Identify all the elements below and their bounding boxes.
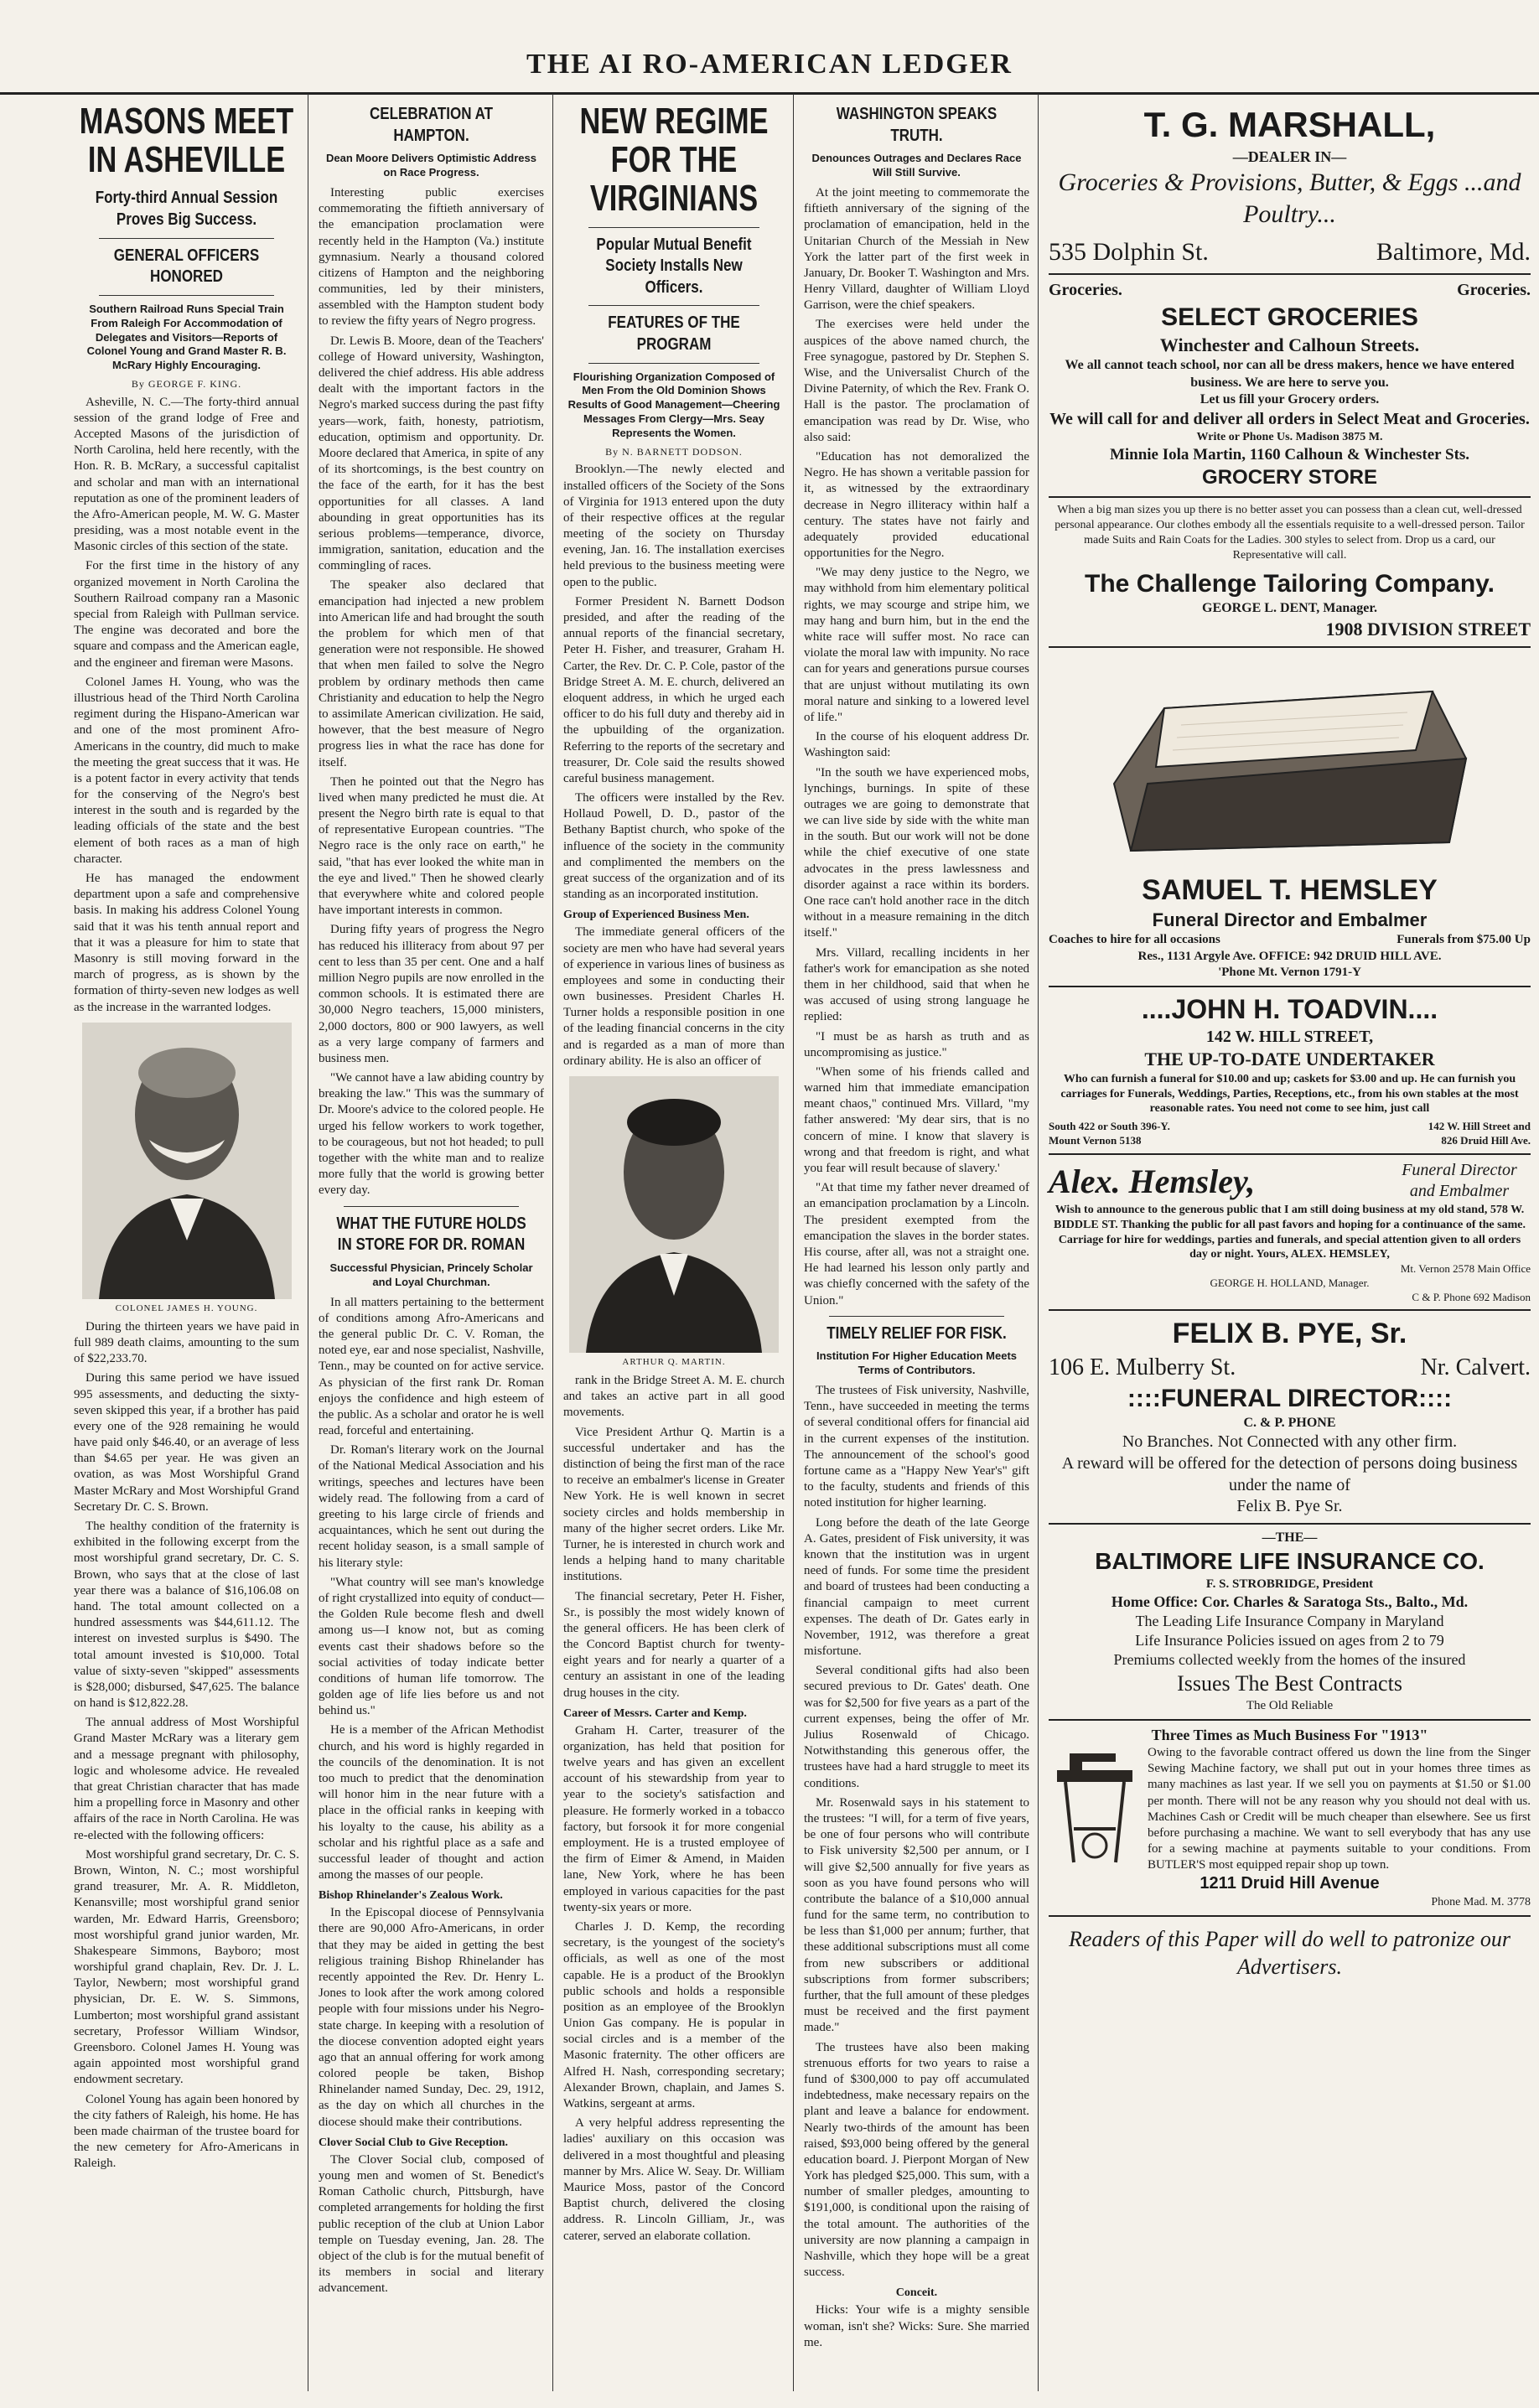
ad-tailoring-name: The Challenge Tailoring Company. [1085,569,1495,598]
paragraph: He is a member of the African Methodist church, and his word is highly regarded in the councils of the denomination. It is not too much to predict that the denomination will honor him in the near future with a place in the official ranks in keeping with his loyalty to the cause, his ability as a scholar and his rightful place as a safe and successful leader of thought and action among the masses of our people. [319,1723,544,1882]
ad-hemsley [1049,648,1531,987]
paragraph: Dr. Lewis B. Moore, dean of the Teachers' college of Howard university, Washington, delivered the chief address. His able address dealt with the important factors in the Negro's marked success during the past fifty years—work, faith, honesty, patriotism, education, optimism and opportunity. Dr. Moore declared that America, in spite of any of its shortcomings, is the best country on the face of the earth, for it has the best opportunities for all classes. A land abounding in great opportunities has its serious problems—temperance, divorce, immigration, sanitation, education and the commingling of races. [319,334,544,573]
ad-grocery-l3: We will call for and deliver all orders in Select Meat and Groceries. [1049,409,1530,428]
paragraph: The speaker also declared that emancipation had injected a new problem into American life and had brought the south the problem for which men of that generation were not responsible. He showed that when men failed to solve the Negro problem by ordinary methods then came Christianity and education to help the Negro to assimilate American civilization. He said, however, that the best measure of Negro progress lies in what the race has done for itself. [319,578,544,769]
ad-hemsley-name: SAMUEL T. HEMSLEY [1142,873,1438,906]
ad-marshall-line: Groceries & Provisions, Butter, & Eggs ...and Poultry... [1058,168,1521,229]
subhead-officers: GENERAL OFFICERS HONORED [113,246,260,287]
ad-grocery-phone: Write or Phone Us. Madison 3875 M. [1196,431,1383,444]
subhead-society: Popular Mutual Benefit Society Installs New Officers. [596,235,752,297]
headline-hampton: CELEBRATION AT HAMPTON. [369,105,493,145]
divider [829,1316,1004,1317]
paragraph: Most worshipful grand secretary, Dr. C. S. Brown, Winton, N. C.; most worshipful grand treasurer, Mr. A. R. Middleton, Kenansville; most worshipful grand senior warden, Mr. Edward Harris, Greensboro; most worshipful grand junior warden, Mr. Shakespeare Simmons, Bayboro; most worshipful grand chaplain, Rev. Dr. J. L. Taylor, Newbern; most worshipful grand physician, Dr. E. W. S. Simmons, Lumberton; most worshipful grand assistant secretary, Professor William Windsor, Greensboro. Colonel James H. Young was again appointed most worshipful grand endowment secretary. [74,1847,299,2087]
portrait-james-young [82,1023,292,1299]
paragraph: Colonel Young has again been honored by the city fathers of Raleigh, his home. He has been made chairman of the trustee board for the new cemetery for Afro-Americans in Raleigh. [74,2092,299,2171]
paragraph: In the course of his eloquent address Dr. Washington said: [804,730,1029,760]
paragraph: "In the south we have experienced mobs, lynchings, burnings. In spite of these outrages we are going to demonstrate that we can live side by side with the white man in the south. But our work will not be done while the chief executive of one state advocates in the press lawlessness and disorder against a race within its borders. One race can't hold another race in the ditch without in a measure remaining in the ditch itself." [804,765,1029,940]
subhead-business-men: Group of Experienced Business Men. [563,909,749,922]
ad-pye-name: FELIX B. PYE, Sr. [1172,1318,1407,1350]
ad-pye-corner: Nr. Calvert. [1420,1354,1531,1380]
paragraph: "Education has not demoralized the Negro. He has shown a veritable passion for it, as witnessed by the extraordinary decrease in Negro illiteracy within half a century. The states have not fairly and adequately provided educational opportunities for the Negro. [804,449,1029,561]
ad-pye-street: 106 E. Mulberry St. [1049,1354,1236,1380]
ad-toadvin-l2: Mount Vernon 5138 [1049,1133,1142,1147]
paragraph: Hicks: Your wife is a mighty sensible woman, isn't she? Wicks: Sure. She married me. [804,2303,1029,2349]
divider [588,305,759,306]
ad-baltimore-life [1049,1525,1531,1721]
paragraph: "We cannot have a law abiding country by breaking the law." This was the summary of Dr. Moore's advice to the colored people. He urged his fellow workers to work together, to be courageous, but not hot headed; to pull together with the white man and to realize more fully that the world is growing better every day. [319,1071,544,1198]
ad-life-l5: The Old Reliable [1246,1698,1334,1712]
portrait-arthur-martin [569,1076,779,1353]
divider [588,227,759,228]
ad-life-the: —THE— [1262,1530,1318,1545]
newspaper-title: THE AI RO-AMERICAN LEDGER [526,49,1013,80]
divider [588,363,759,364]
advertisements-column [1040,94,1539,2391]
ad-alex-name: Alex. Hemsley, [1049,1162,1256,1200]
ad-singer-body: Owing to the favorable contract offered us down the line from the Singer Sewing Machine factory, we shall put out in your homes three times as many machines as last year. If we sell you on payments at $1.50 or $1.00 per month. There will not be any reason why you should not deal with us. Machines Cash or Credit will be much cheaper than elsewhere. See us first before purchasing a machine. We want to sell everybody that has any use for a sewing machine at payments suitable to your conditions. From BUTLER'S most equipped repair shop up town. [1148,1745,1531,1872]
paragraph: "What country will see man's knowledge of right crystallized into equity of conduct—the Golden Rule become flesh and dwell among us—I know not, but as coming events cast their shadows before so the social activities of today indicate better conditions of human life tomorrow. The golden age of life lies before us and not behind us." [319,1575,544,1718]
ad-pye-l2: A reward will be offered for the detection of persons doing business under the name of [1061,1454,1518,1494]
ad-life-l3: Premiums collected weekly from the homes of the insured [1113,1651,1466,1669]
ad-grocery-l2: Let us fill your Grocery orders. [1200,392,1380,407]
ad-life-president: F. S. STROBRIDGE, President [1205,1577,1374,1592]
caption-arthur-martin: ARTHUR Q. MARTIN. [622,1357,726,1367]
ad-hemsley-l2: Res., 1131 Argyle Ave. OFFICE: 942 DRUID HILL AVE. [1137,949,1442,963]
paragraph: A very helpful address representing the ladies' auxiliary on this occasion was delivered in a most thoughtful and pleasing manner by Mrs. Alice W. Seay. Dr. William Maurice Moss, pastor of the Concord Baptist church, delivered the closing address. R. Lincoln Gilliam, Jr., was caterer, served an elaborate collation. [563,2116,785,2243]
ad-life-name: BALTIMORE LIFE INSURANCE CO. [1095,1548,1485,1575]
ad-grocery-right: Groceries. [1457,280,1531,299]
divider [99,295,274,296]
ad-alex-title: Funeral Director and Embalmer [1402,1160,1517,1201]
ad-grocery-title: SELECT GROCERIES [1161,303,1418,331]
ad-toadvin-street: 142 W. HILL STREET, [1205,1027,1374,1046]
ad-singer-title: Three Times as Much Business For "1913" [1151,1726,1428,1743]
casket-illustration [1097,658,1483,867]
ad-hemsley-l1r: Funerals from $75.00 Up [1396,933,1531,947]
ad-toadvin-l1: South 422 or South 396-Y. [1049,1120,1170,1133]
ad-grocery-left: Groceries. [1049,280,1122,299]
ad-singer-phone: Phone Mad. M. 3778 [1431,1896,1531,1909]
ad-toadvin-title: THE UP-TO-DATE UNDERTAKER [1144,1049,1435,1070]
paragraph: Colonel James H. Young, who was the illustrious head of the Third North Carolina regiment during the Hispano-American war and one of the most prominent Afro-Americans in the country, did much to make the meeting the great success that it was. He is a potent factor in every activity that tends for the conserving of the Negro's best interest in the south and is regarded by the leading officials of the state and the best element of both races as a man of high character. [74,675,299,866]
deck-roman: Successful Physician, Princely Scholar and Loyal Churchman. [329,1261,533,1288]
headline-roman: WHAT THE FUTURE HOLDS IN STORE FOR DR. ROMAN [336,1214,526,1255]
headline-fisk: TIMELY RELIEF FOR FISK. [826,1323,1007,1343]
subhead-carter-kemp: Career of Messrs. Carter and Kemp. [563,1706,747,1720]
caption-james-young: COLONEL JAMES H. YOUNG. [115,1302,258,1313]
ad-grocery-store: GROCERY STORE [1202,466,1377,489]
headline-virginians: NEW REGIME FOR THE VIRGINIANS [579,101,769,220]
ad-toadvin-name: ....JOHN H. TOADVIN.... [1141,993,1438,1024]
paragraph: Then he pointed out that the Negro has lived when many predicted he must die. At present the Negro birth rate is equal to that of representative European countries. "The Negro race is the only race on earth," he said, "that has ever looked the white man in the eye and lived." Then he showed clearly that everywhere white and colored people have important interests in common. [319,774,544,918]
ad-marshall-dealer: —DEALER IN— [1232,148,1347,165]
paragraph: The financial secretary, Peter H. Fisher, Sr., is possibly the most widely known of the general officers. He has been clerk of the Concord Baptist church for twenty-eight years and for nearly a quarter of a century an assistant in one of the leading drug houses in the city. [563,1589,785,1700]
ad-tailoring-street: 1908 DIVISION STREET [1325,618,1531,640]
paragraph: Brooklyn.—The newly elected and installed officers of the Society of the Sons of Virginia for 1913 entered upon the duty of their respective offices at the regular meeting of the society on Thursday evening, Jan. 16. The installation exercises held previous to the business meeting were open to the public. [563,463,785,589]
deck-virginians: Flourishing Organization Composed of Men From the Old Dominion Shows Results of Good Management—Cheering Messages From Clergy—Mrs. Seay Represents the Women. [567,370,780,440]
ad-hemsley-title: Funeral Director and Embalmer [1152,909,1428,931]
subhead-rhinelander: Bishop Rhinelander's Zealous Work. [319,1889,503,1903]
column-hampton [310,94,553,2391]
paragraph: Mr. Rosenwald says in his statement to the trustees: "I will, for a term of five years, be one of four persons who will contribute to Fisk university $2,500 per annum, or I will give $2,500 annually for five years as soon as you have found persons who will contribute the balance of a $10,000 annual fund for the same term, no contribution to be less than $1,000 per annum; further, that these additional subscriptions must all come from new subscribers or additional subscriptions from former subscribers; further, that the full amount of these pledges must be received and the first payment made." [804,1795,1029,2035]
subhead-clover: Clover Social Club to Give Reception. [319,2136,509,2149]
ad-alex-hemsley [1049,1155,1531,1312]
paragraph: "I must be as harsh as truth and as uncompromising as justice." [804,1029,1029,1059]
paragraph: In all matters pertaining to the betterment of conditions among Afro-Americans and the general public Dr. C. V. Roman, the noted eye, ear and nose specialist, Nashville, Tenn., may be counted on for active service. As physician of the first rank Dr. Roman enjoys the confidence and high esteem of the public. As a scholar and orator he is well read, forceful and entertaining. [319,1295,544,1438]
paragraph: The officers were installed by the Rev. Hollaud Powell, D. D., pastor of the Bethany Baptist church, who spoke of the influence of the society in the community and complimented the members on the great success of the organization and of its standing as an incorporated institution. [563,791,785,902]
paragraph: "At that time my father never dreamed of an emancipation proclamation by a Lincoln. The president exempted from the emancipation the slaves in the border states. His course, after all, was not a straight one. He had learned his lesson only partly and was chiefly concerned with the safety of the Union." [804,1181,1029,1308]
ad-alex-phone1: Mt. Vernon 2578 Main Office [1400,1262,1531,1276]
paragraph: "We may deny justice to the Negro, we may withhold from him elementary political rights, we may scourge and stripe him, we may hang and burn him, but in the end the white race will suffer most. No race can violate the moral law with impunity. No race can for years and generations pursue courses that are unjust without mutilating its own moral nature and sinking to a lowered level of life." [804,566,1029,724]
ad-pye-title: ::::FUNERAL DIRECTOR:::: [1127,1384,1453,1412]
paragraph: Graham H. Carter, treasurer of the organization, has held that position for twelve years and has given an excellent account of his stewardship from year to year to the society's satisfaction and pleasure. He formerly worked in a tobacco factory, but forsook it for more congenial employment. He is a trusted employee of the firm of Eimer & Amend, in Maiden lane, New York, where he has been employed in various capacities for the past twenty-six years or more. [563,1723,785,1914]
paragraph: The trustees of Fisk university, Nashville, Tenn., have succeeded in meeting the terms of several conditional offers for financial aid in the current expenses of the institution. The announcement of the school's good fortune came as a "Happy New Year's" gift to the faculty, students and friends of this noted institution for higher learning. [804,1384,1029,1510]
byline-virginians: By N. BARNETT DODSON. [605,445,743,458]
ad-life-l4: Issues The Best Contracts [1177,1671,1402,1696]
paragraph: The healthy condition of the fraternity is exhibited in the following excerpt from the most worshipful grand secretary, Dr. C. S. Brown, who says that at the close of last year there was a balance of $16,106.08 on hand. The total amount collected on a hundred assessments was $44,611.12. The interest on invested surplus is $490. The total amount invested is $10,000. Total value of sixty-seven "skipped" assessments is $28,000; disbursed, $47,625. The balance on hand is $12,822.28. [74,1520,299,1711]
ad-pye-l3: Felix B. Pye Sr. [1236,1497,1343,1516]
paragraph: For the first time in the history of any organized movement in North Carolina the Southern Railroad company ran a Masonic special from Raleigh with Pullman service. The engine was decorated and bore the square and compass and the American eagle, and the engineer and fireman were Masons. [74,559,299,670]
paragraph: rank in the Bridge Street A. M. E. church and takes an active part in all good movements. [563,1374,785,1420]
ad-marshall-city: Baltimore, Md. [1376,237,1531,266]
ad-marshall-name: T. G. MARSHALL, [1143,105,1436,144]
paragraph: Asheville, N. C.—The forty-third annual session of the grand lodge of Free and Accepted Masons of the jurisdiction of North Carolina, held here recently, with the Hon. R. B. McRary, a successful capitalist and scholar and man with an international reputation as one of the prominent leaders of the Afro-American people, M. W. G. Master presiding, was a most notable event in the Masonic circles of this section of the state. [74,395,299,554]
headline-washington: WASHINGTON SPEAKS TRUTH. [836,105,998,145]
ad-pye-phone: C. & P. PHONE [1243,1416,1336,1430]
paragraph: Dr. Roman's literary work on the Journal of the National Medical Association and his writings, speeches and lectures have been widely read. The following from a card of greeting to his large circle of friends and acquaintances, which he sent out during the recent holiday season, is a small sample of his literary style: [319,1443,544,1570]
ad-hemsley-phone: 'Phone Mt. Vernon 1791-Y [1218,965,1361,979]
ad-toadvin-r2: 826 Druid Hill Ave. [1441,1133,1531,1147]
ad-toadvin-body: Who can furnish a funeral for $10.00 and up; caskets for $3.00 and up. He can furnish you carriages for Funerals, Weddings, Parties, Receptions, etc., from his own stables at the most reasonable rates. You need not come to see him, just call [1060,1072,1519,1116]
paragraph: The Clover Social club, composed of young men and women of St. Benedict's Roman Catholic church, Pittsburgh, have completed arrangements for holding the first public reception of the club at Union Labor temple on Tuesday evening, Jan. 28. The object of the club is for the mutual benefit of its members in social and literary advancement. [319,2152,544,2296]
paragraph: During this same period we have issued 995 assessments, and deducting the sixty-seven skipped this year, if a brother has paid every one of the 928 remaining he would have paid only $46.40, or an average of less than $4.65 per year. He was given an ovation, as was Most Worshipful Grand Master McRary and Most Worshipful Grand Secretary Dr. C. S. Brown. [74,1371,299,1514]
paragraph: The trustees have also been making strenuous efforts for two years to raise a fund of $300,000 to pay off accumulated indebtedness, make necessary repairs on the plant and leave a balance for endowment. Nearly two-thirds of the amount has been raised, $93,000 being offered by the general education board. J. Pierpont Morgan of New York has pledged $25,000. This sum, with a number of smaller pledges, amounting to $191,000, is conditional upon the raising of the total amount. The authorities of the university are now planning a campaign in Nashville, which they hope will be a great success. [804,2040,1029,2280]
ad-alex-manager: GEORGE H. HOLLAND, Manager. [1210,1276,1370,1290]
ad-grocery [1049,275,1531,498]
paragraph: Mrs. Villard, recalling incidents in her father's work for emancipation as she noted them in her childhood, said that when he was accused of using strong language he replied: [804,945,1029,1024]
divider [344,1206,519,1207]
subhead-conceit: Conceit. [895,2286,938,2300]
ad-life-l1: The Leading Life Insurance Company in Maryland [1135,1613,1444,1630]
paragraph: Charles J. D. Kemp, the recording secretary, is the youngest of the society's officials, as well as one of the most capable. He is a product of the Brooklyn public schools and holds a responsible position as an employee of the Brooklyn Union Gas company. He is popular in social circles and is a member of the Masonic fraternity. The other officers are Alfred H. Nash, corresponding secretary; Alexander Brown, chaplain, and James S. Watkins, sergeant at arms. [563,1919,785,2111]
paragraph: Long before the death of the late George A. Gates, president of Fisk university, it was known that the institution was in urgent need of funds. For some time the president and board of trustees had been conducting a financial campaign to meet current expenses. The death of Dr. Gates early in November, 1912, was therefore a great misfortune. [804,1515,1029,1659]
paragraph: "When some of his friends called and warned him that immediate emancipation meant chaos," continued Mrs. Villard, "my father answered: 'My dear sirs, that is no concern of mine. I know that slavery is wrong and that freedom is right, and what you fear will result because of slavery.' [804,1064,1029,1176]
paragraph: At the joint meeting to commemorate the fiftieth anniversary of the signing of the proclamation of emancipation, held in the Unitarian Church of the Messiah in New York the latter part of the first week in January, Dr. Booker T. Washington and Mrs. Henry Villard, daughter of William Lloyd Garrison, were the chief speakers. [804,185,1029,313]
headline-masons: MASONS MEET IN ASHEVILLE [79,101,294,181]
ad-tailoring [1049,498,1531,648]
ad-grocery-owner: Minnie Iola Martin, 1160 Calhoun & Winchester Sts. [1109,446,1470,463]
masthead [0,0,1539,95]
ad-life-l2: Life Insurance Policies issued on ages from 2 to 79 [1135,1632,1444,1649]
paragraph: During the thirteen years we have paid in full 989 death claims, amounting to the sum of $22,233.70. [74,1319,299,1366]
ad-alex-phone2: C & P. Phone 692 Madison [1412,1290,1531,1303]
deck-masons: Southern Railroad Runs Special Train From Raleigh For Accommodation of Delegates and Visitors—Reports of Colonel Young and Grand Master R. B. McRary Highly Encouraging. [86,302,287,372]
column-virginians [555,94,794,2391]
ad-grocery-l1: We all cannot teach school, nor can all be dress makers, hence we have entered business. We are here to serve you. [1065,358,1515,390]
divider [99,238,274,239]
deck-fisk: Institution For Higher Education Meets Terms of Contributors. [816,1349,1018,1377]
deck-washington: Denounces Outrages and Declares Race Will Still Survive. [811,152,1022,179]
paragraph: The annual address of Most Worshipful Grand Master McRary was a literary gem and a message pregnant with philosophy, logic and wholesome advice. He revealed that great Christian character that has made him a propelling force in Masonry and other affairs of the race in North Carolina. He was re-elected with the following officers: [74,1716,299,1842]
paragraph: The exercises were held under the auspices of the above named church, the Free synagogue, pastored by Dr. Stephen S. Wise, and the Universalist Church of the Divine Paternity, of which the Rev. Frank O. Hall is the pastor. The proclamation of emancipation was read by Dr. Wise, who also said: [804,318,1029,444]
ad-hemsley-l1: Coaches to hire for all occasions [1049,933,1220,947]
paragraph: The immediate general officers of the society are men who have had several years of experience in various lines of business as employees and some in conducting their own businesses. President Charles H. Turner holds a responsible position in one of the leading financial concerns in the city and is regarded as a man of more than ordinary ability. He is also an officer of [563,925,785,1068]
ad-alex-body: Wish to announce to the generous public that I am still doing business at my old stand, 578 W. BIDDLE ST. Thanking the public for all past favors and hoping for a continuance of the same. Carriage for hire for weddings, parties and funerals, and special attention given to all orders day or night. Yours, ALEX. HEMSLEY, [1054,1203,1526,1261]
ad-toadvin [1049,987,1531,1155]
paragraph: He has managed the endowment department upon a safe and comprehensive basis. In making his address Colonel Young said that it was his tenth annual report and that it was a pleasure for him to state that Masonry is still moving forward in the march of progress, as is shown by the formation of thirty-seven new lodges as well as the increase in the warranted lodges. [74,872,299,1014]
paragraph: In the Episcopal diocese of Pennsylvania there are 90,000 Afro-Americans, in order that they may be aided in getting the best religious training Bishop Rhinelander has recently appointed the Rev. Dr. Henry L. Jones to look after the work among colored people with four missions under his Negro-state charge. In keeping with a resolution of the diocese convention adopted eight years ago that an annual offering for work among colored people be taken, Bishop Rhinelander named Sunday, Dec. 29, 1912, as the day on which all churches in the diocese should make their contributions. [319,1906,544,2129]
ad-tailoring-body: When a big man sizes you up there is no better asset you can possess than a clean cut, well-dressed personal appearance. Our clothes embody all the essentials requisite to a well-dressed person. Tailor made Suits and Rain Coats for the Ladies. 300 styles to select from. Drop us a card, our Representative will call. [1054,504,1525,562]
ad-toadvin-r1: 142 W. Hill Street and [1428,1120,1531,1133]
ad-marshall [1049,97,1531,275]
ad-tailoring-manager: GEORGE L. DENT, Manager. [1202,601,1377,616]
ad-singer-address: 1211 Druid Hill Avenue [1200,1874,1380,1893]
paragraph: Vice President Arthur Q. Martin is a successful undertaker and has the distinction of being the first man of the race to receive an embalmer's license in Greater New York. He is well known in secret society circles and holds membership in many of the higher secret orders. Like Mr. Turner, he is interested in church work and lends a helping hand to many charitable institutions. [563,1425,785,1584]
paragraph: Several conditional gifts had also been secured previous to Dr. Gates' death. One was for $2,500 for five years as a part of the current expenses, being the offer of Mr. Julius Rosenwald of Chicago. Notwithstanding this generous offer, the trustees have had a hard struggle to meet its conditions. [804,1664,1029,1790]
subhead-program: FEATURES OF THE PROGRAM [608,313,740,354]
paragraph: Former President N. Barnett Dodson presided, and after the reading of the annual reports of the financial secretary, Peter H. Fisher, and treasurer, Graham H. Carter, the Rev. Dr. C. P. Cole, pastor of the Bridge Street A. M. E. church, delivered an eloquent address, in which he urged each officer to do his full duty and thereby aid in the upbuilding of the organization. Referring to the reports of the secretary and treasurer, Dr. Cole said the results showed careful business management. [563,594,785,785]
ad-marshall-address: 535 Dolphin St. [1049,237,1209,266]
ad-grocery-streets: Winchester and Calhoun Streets. [1159,334,1420,355]
deck-hampton: Dean Moore Delivers Optimistic Address on Race Progress. [326,152,536,179]
ad-pye-l1: No Branches. Not Connected with any other firm. [1122,1432,1458,1452]
byline-masons: By GEORGE F. KING. [131,378,242,391]
paragraph: During fifty years of progress the Negro has reduced his illiteracy from about 97 per cent to less than 35 per cent. One and a half million Negro pupils are now enrolled in the common schools. It is estimated there are 30,000 Negro teachers, 15,000 ministers, 2,000 doctors, 800 or 900 lawyers, as well as a very large company of farmers and business men. [319,923,544,1065]
ad-pye [1049,1311,1531,1525]
sewing-machine-illustration [1049,1745,1141,1871]
ad-singer [1049,1721,1531,1917]
subhead-masons: Forty-third Annual Session Proves Big Success. [95,189,278,229]
column-masons [65,94,308,2391]
paragraph: Interesting public exercises commemorating the fiftieth anniversary of the emancipation proclamation were recently held in the Hampton (Va.) institute gymnasium. Nearly a thousand colored citizens of Hampton and the neighboring communities, led by their ministers, assembled with the Hampton student body to review the fifty years of Negro progress. [319,185,544,329]
column-washington [795,94,1039,2391]
readers-notice: Readers of this Paper will do well to patronize our Advertisers. [1069,1926,1510,1980]
ad-life-office: Home Office: Cor. Charles & Saratoga Sts., Balto., Md. [1111,1593,1469,1611]
